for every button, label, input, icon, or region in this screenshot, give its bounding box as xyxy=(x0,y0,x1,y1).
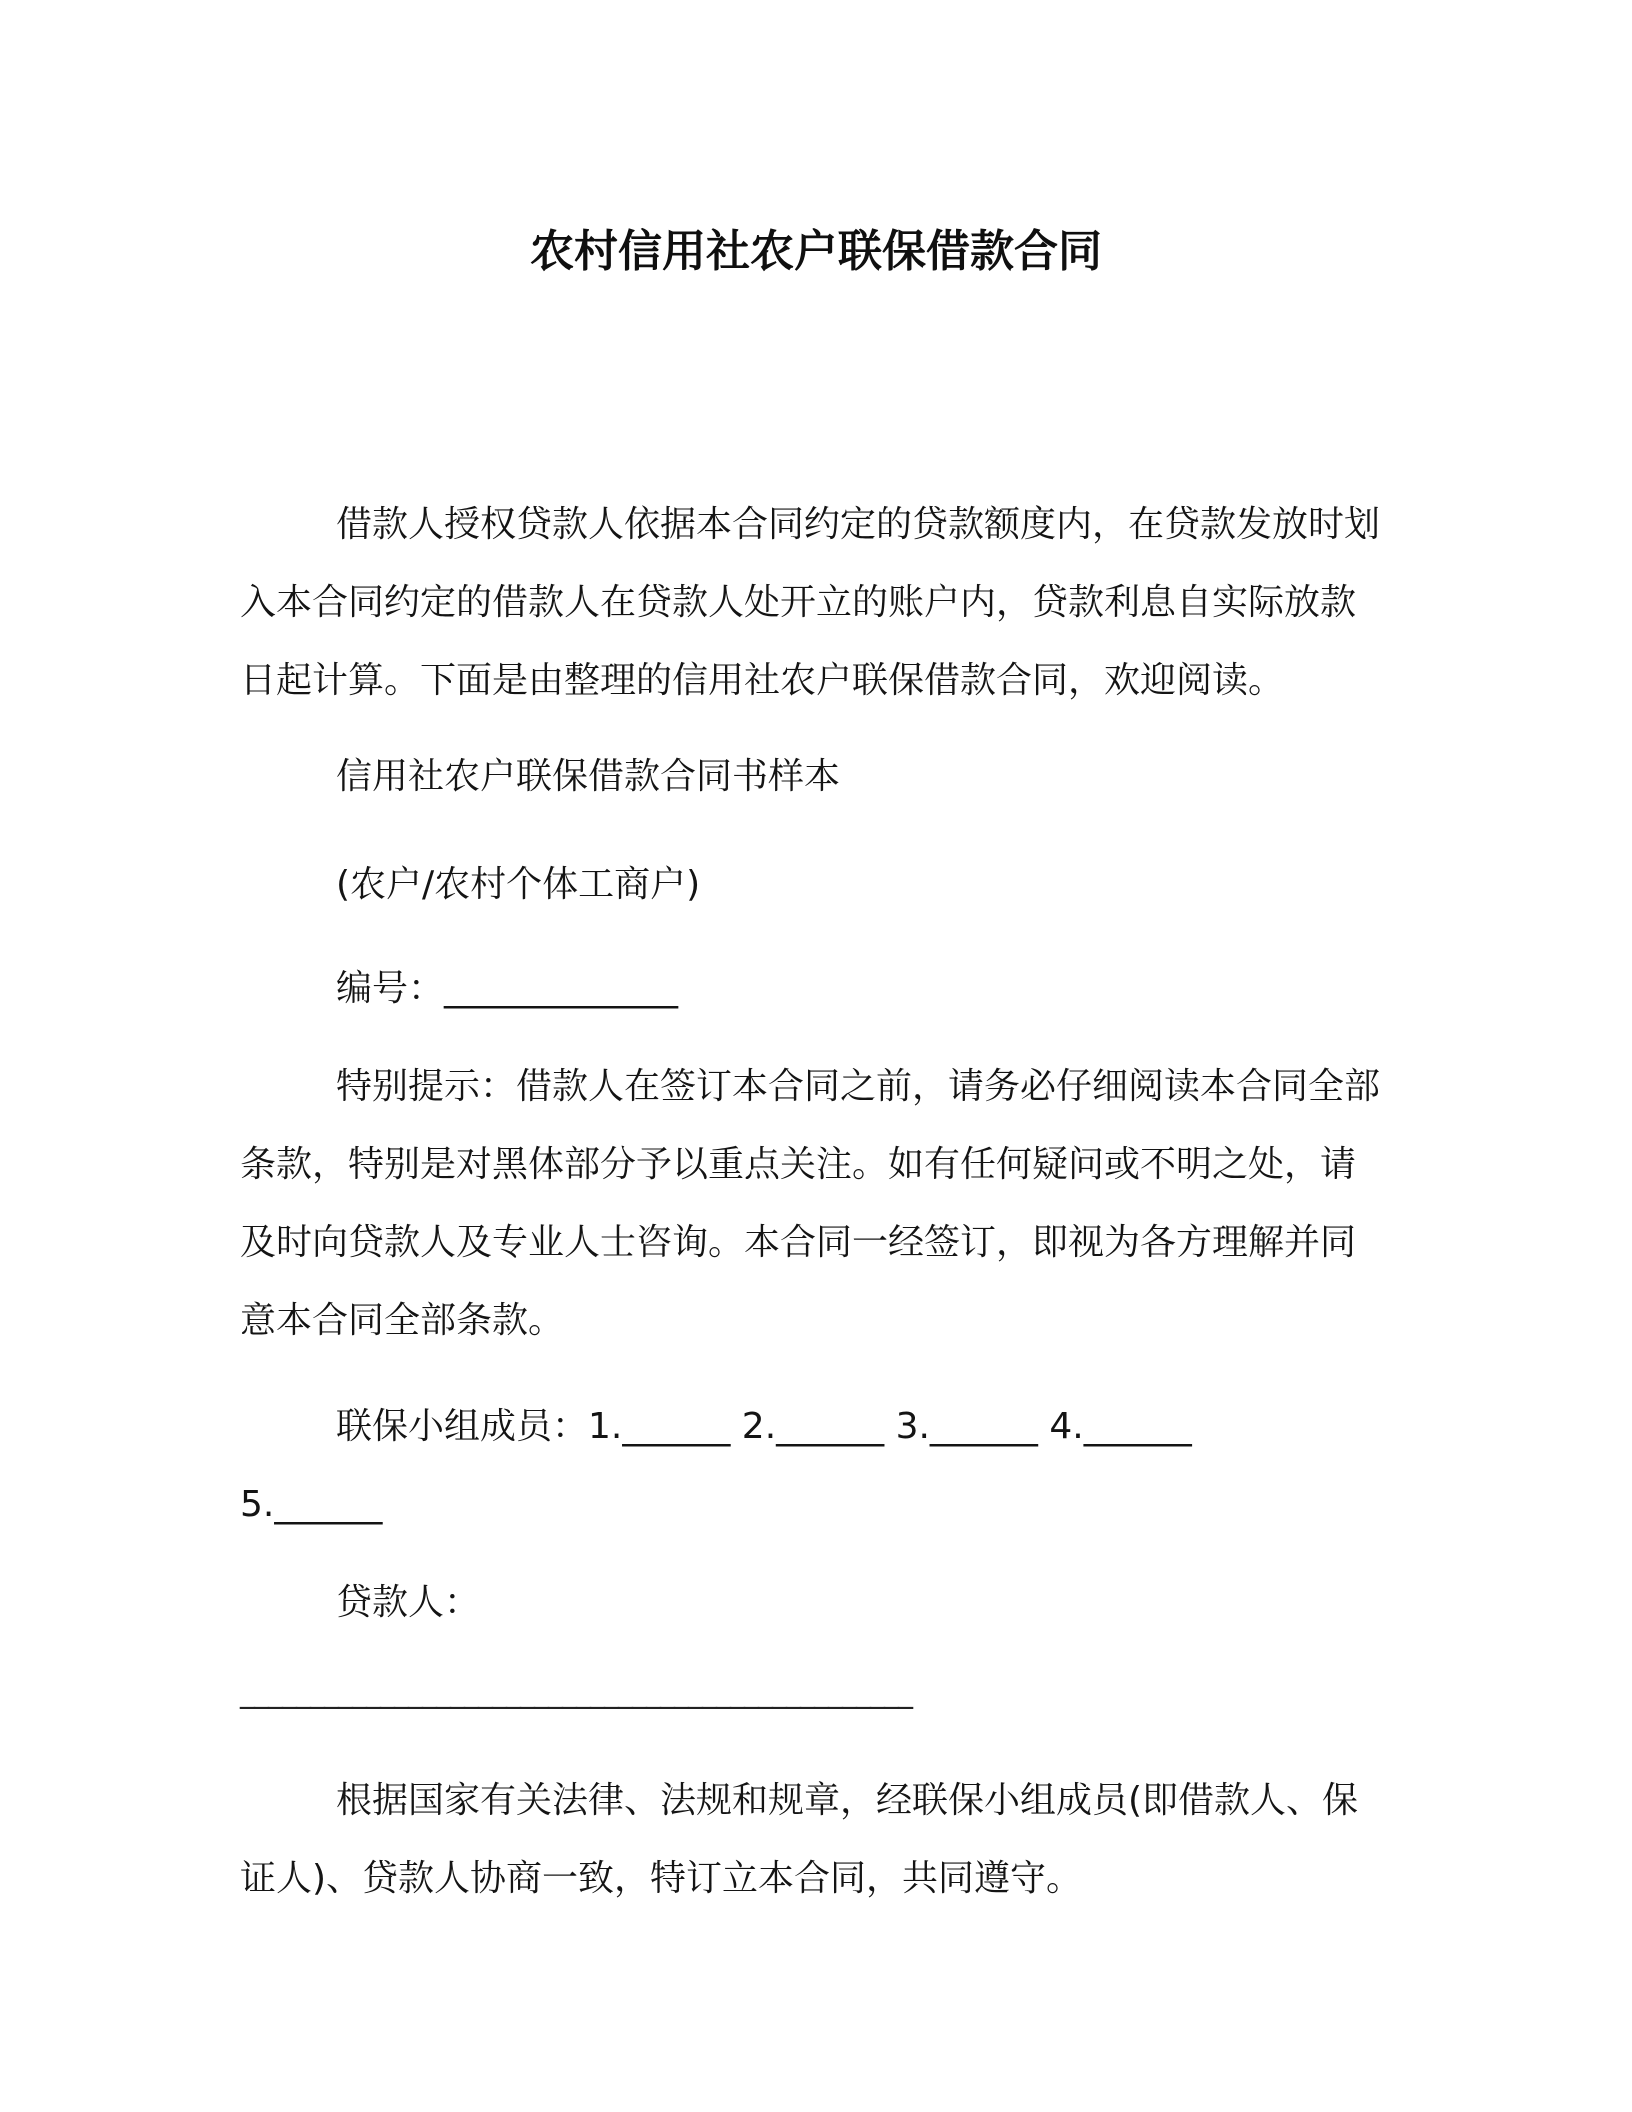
basis-paragraph: 根据国家有关法律、法规和规章，经联保小组成员(即借款人、保证人)、贷款人协商一致，特订立本合同，共同遵守。 xyxy=(240,1780,1359,1899)
lender-blank-line: ________________________________________________ xyxy=(240,1675,912,1710)
intro-paragraph: 借款人授权贷款人依据本合同约定的贷款额度内，在贷款发放时划入本合同约定的借款人在贷款人处开立的账户内，贷款利息自实际放款日起计算。下面是由整理的信用社农户联保借款合同，欢迎阅读。 xyxy=(240,504,1381,701)
contract-subtitle: 信用社农户联保借款合同书样本 xyxy=(336,756,841,797)
guarantee-group-members-line2: 5.______ xyxy=(240,1484,383,1525)
guarantee-group-members-line1: 联保小组成员：1.______ 2.______ 3.______ 4.______ xyxy=(336,1406,1192,1447)
document-title: 农村信用社农户联保借款合同 xyxy=(530,226,1102,277)
contract-scope: (农户/农村个体工商户) xyxy=(336,864,701,905)
lender-label: 贷款人： xyxy=(336,1582,481,1623)
special-notice-paragraph: 特别提示：借款人在签订本合同之前，请务必仔细阅读本合同全部条款，特别是对黑体部分予以重点关注。如有任何疑问或不明之处，请及时向贷款人及专业人士咨询。本合同一经签订，即视为各方理解并同意本合同全部条款。 xyxy=(240,1066,1381,1341)
contract-number-field: 编号：_____________ xyxy=(336,968,679,1009)
